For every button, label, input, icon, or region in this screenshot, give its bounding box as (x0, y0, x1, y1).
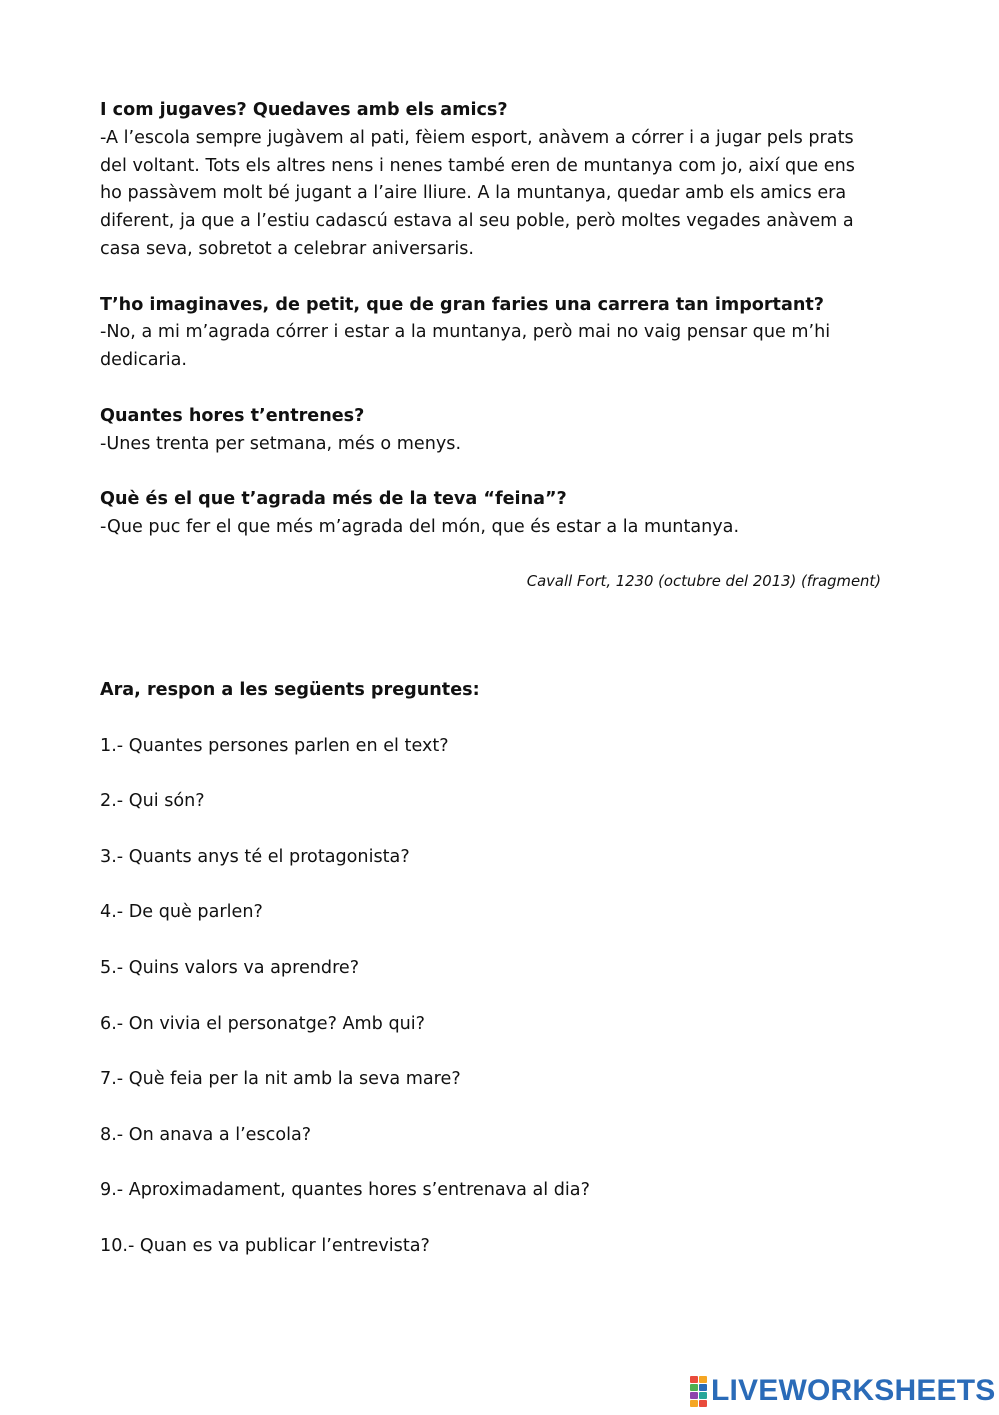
logo-block (690, 1392, 698, 1399)
source-citation: Cavall Fort, 1230 (octubre del 2013) (fragment) (526, 573, 881, 590)
question-item: 1.- Quantes persones parlen en el text? (100, 735, 449, 756)
question-item: 9.- Aproximadament, quantes hores s’entrenava al dia? (100, 1180, 590, 1201)
questions-section (100, 677, 910, 1289)
liveworksheets-logo (690, 1373, 996, 1409)
interview-answer-line: dedicaria. (100, 350, 187, 371)
qa-block-2 (100, 292, 910, 375)
interview-answer-line: -No, a mi m’agrada córrer i estar a la muntanya, però mai no vaig pensar que m’hi (100, 322, 831, 343)
interview-answer-line: -A l’escola sempre jugàvem al pati, fèiem esport, anàvem a córrer i a jugar pels prats (100, 127, 854, 148)
qa-block-4 (100, 486, 910, 542)
logo-text: LIVEWORKSHEETS (711, 1374, 996, 1407)
interview-answer-line: del voltant. Tots els altres nens i nenes també eren de muntanya com jo, així que ens (100, 155, 855, 176)
question-item: 10.- Quan es va publicar l’entrevista? (100, 1235, 430, 1256)
question-item: 2.- Qui són? (100, 791, 205, 812)
question-item: 4.- De què parlen? (100, 902, 263, 923)
logo-block (699, 1376, 707, 1383)
question-item: 6.- On vivia el personatge? Amb qui? (100, 1013, 425, 1034)
interview-answer-line: diferent, ja que a l’estiu cadascú estava al seu poble, però moltes vegades anàvem a (100, 211, 854, 232)
interview-answer-line: -Que puc fer el que més m’agrada del món, que és estar a la muntanya. (100, 516, 740, 537)
questions-heading: Ara, respon a les següents preguntes: (100, 680, 480, 700)
interview-question: Quantes hores t’entrenes? (100, 405, 365, 426)
logo-block (690, 1376, 698, 1383)
logo-block (699, 1384, 707, 1391)
qa-block-1 (100, 97, 910, 264)
question-item: 8.- On anava a l’escola? (100, 1124, 312, 1145)
interview-answer-line: -Unes trenta per setmana, més o menys. (100, 433, 462, 454)
logo-block (690, 1400, 698, 1407)
interview-answer-line: ho passàvem molt bé jugant a l’aire lliure. A la muntanya, quedar amb els amics era (100, 183, 847, 204)
interview-answer-line: casa seva, sobretot a celebrar aniversaris. (100, 238, 474, 259)
question-item: 3.- Quants anys té el protagonista? (100, 846, 410, 867)
question-item: 5.- Quins valors va aprendre? (100, 957, 360, 978)
logo-block (699, 1400, 707, 1407)
logo-block (690, 1384, 698, 1391)
logo-blocks-icon (690, 1376, 707, 1407)
interview-question: T’ho imaginaves, de petit, que de gran faries una carrera tan important? (100, 294, 824, 315)
worksheet-page (100, 97, 910, 1256)
interview-question: Què és el que t’agrada més de la teva “feina”? (100, 489, 567, 510)
logo-block (699, 1392, 707, 1399)
interview-question: I com jugaves? Quedaves amb els amics? (100, 100, 508, 120)
question-item: 7.- Què feia per la nit amb la seva mare? (100, 1069, 461, 1090)
qa-block-3 (100, 403, 910, 459)
